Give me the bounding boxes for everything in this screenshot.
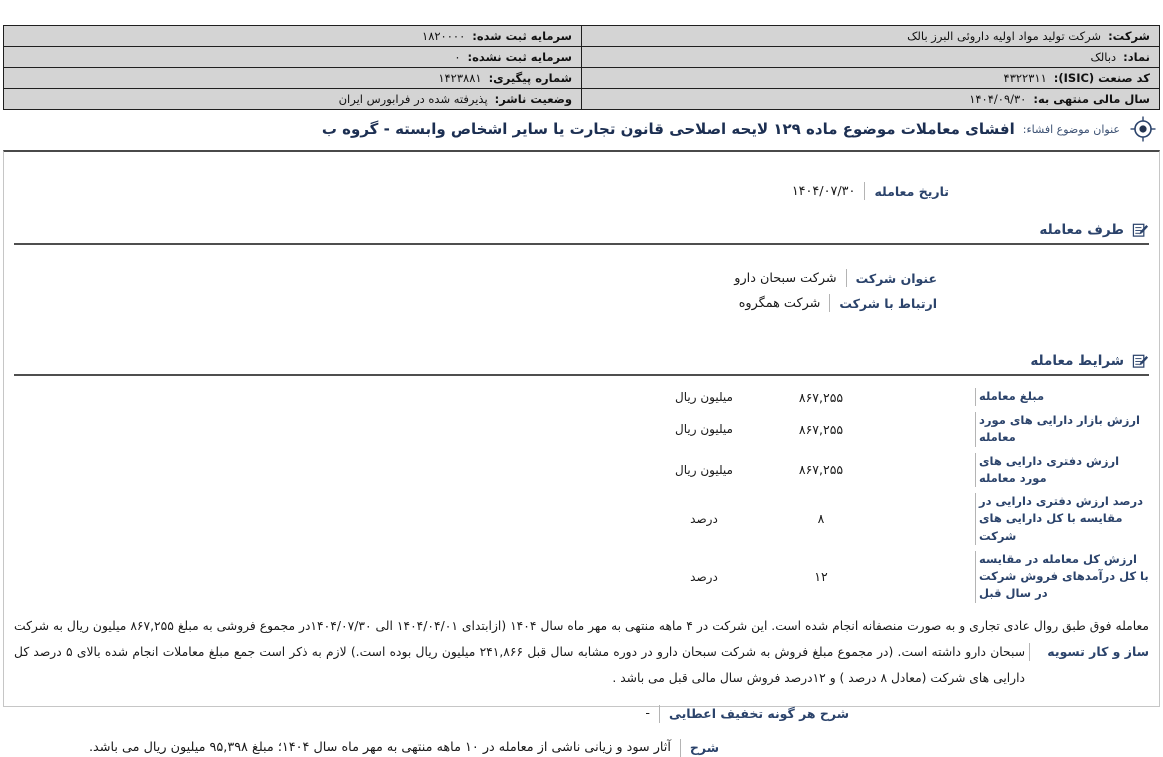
settlement-text: معامله فوق طبق روال عادی تجاری و به صورت منصفانه انجام شده است. این شرکت در ۴ ماهه منتهی به مهر ماه سال ۱۴۰۴ (ازابتدای ۱۴۰۴/۰۴/۰۱ الی ۱۴۰۴/۰۷/۳۰در مجموع فروشی به مبلغ ۸۶۷,۲۵۵ میلیون ریال به شرکت سبحان دارو داشته است. (در مجموع مبلغ فروش به شرکت سبحان دارو در دوره مشابه سال قبل ۲۴۱,۸۶۶ میلیون ریال بوده است.) لازم به ذکر است جمع مبلغ معاملات انجام شده بالای ۵ درصد کل دارایی های شرکت (معادل ۸ درصد ) و ۱۲درصد فروش سال مالی قبل می باشد . [14, 618, 1150, 685]
terms-row-label: ارزش دفتری دارایی های مورد معامله [979, 453, 1120, 485]
section-party-title: طرف معامله [1039, 221, 1124, 238]
terms-row-value: ۱۲ [814, 569, 828, 585]
field-separator [846, 269, 847, 287]
terms-row-sales-percent [14, 551, 1149, 603]
field-isic-label: کد صنعت (ISIC): [1053, 71, 1150, 85]
company-title-label: عنوان شرکت [855, 270, 937, 286]
field-tracking-number-label: شماره پیگیری: [488, 71, 572, 85]
terms-row-unit: میلیون ریال [675, 390, 733, 404]
field-unregistered-capital-value: ۰ [454, 50, 461, 64]
field-separator [659, 705, 660, 723]
company-title-value: شرکت سبحان دارو [734, 270, 837, 286]
field-registered-capital-value: ۱۸۲۰۰۰۰ [422, 29, 466, 43]
field-separator [680, 739, 681, 757]
field-company-value: شرکت تولید مواد اولیه داروئی البرز بالک [907, 29, 1102, 43]
field-registered-capital [4, 26, 582, 47]
subject-prefix-label: عنوان موضوع افشاء: [1022, 122, 1120, 136]
table-row [4, 68, 1160, 89]
discount-value: - [645, 706, 650, 721]
field-separator [1029, 643, 1030, 661]
field-separator [975, 412, 976, 447]
company-header-table [3, 25, 1160, 110]
settlement-label-block [1029, 639, 1149, 665]
target-icon [1128, 114, 1158, 144]
company-relation-value: شرکت همگروه [738, 295, 821, 311]
disclosure-form [3, 150, 1160, 755]
terms-row-value: ۸ [817, 511, 825, 527]
terms-row-label: ارزش بازار دارایی های مورد معامله [979, 413, 1140, 445]
terms-row-label: درصد ارزش دفتری دارایی در مقایسه با کل دارایی های شرکت [979, 494, 1144, 543]
terms-row-unit: درصد [690, 511, 718, 526]
section-terms-header [14, 352, 1149, 369]
field-fiscal-year-value: ۱۴۰۴/۰۹/۳۰ [969, 92, 1027, 106]
description-label: شرح [689, 740, 719, 755]
terms-row-label: ارزش کل معامله در مقایسه با کل درآمدهای فروش شرکت در سال قبل [979, 551, 1149, 601]
terms-row-label: مبلغ معامله [979, 389, 1045, 404]
field-separator [975, 493, 976, 545]
field-separator [829, 294, 830, 312]
discount-row [14, 705, 849, 723]
settlement-label: ساز و کار تسویه [1047, 644, 1149, 659]
section-rule [14, 374, 1149, 376]
section-rule [14, 243, 1149, 245]
terms-row-value: ۸۶۷,۲۵۵ [798, 389, 844, 405]
field-fiscal-year-label: سال مالی منتهی به: [1033, 92, 1150, 106]
terms-row-value: ۸۶۷,۲۵۵ [798, 421, 844, 437]
field-publisher-status-value: پذیرفته شده در فرابورس ایران [338, 92, 488, 106]
settlement-row [14, 613, 1149, 691]
field-fiscal-year [582, 89, 1160, 110]
field-separator [975, 388, 976, 406]
field-tracking-number [4, 68, 582, 89]
transaction-date-value: ۱۴۰۴/۰۷/۳۰ [791, 183, 856, 199]
transaction-date-row [14, 182, 949, 200]
field-isic [582, 68, 1160, 89]
section-party-header [14, 221, 1149, 238]
company-relation-row [14, 294, 937, 312]
terms-row-unit: میلیون ریال [675, 422, 733, 437]
section-terms-title: شرایط معامله [1030, 352, 1124, 369]
table-row [4, 47, 1160, 68]
field-separator [864, 182, 865, 200]
field-separator [975, 551, 976, 603]
terms-rows [14, 388, 1149, 603]
table-row [4, 26, 1160, 47]
field-unregistered-capital [4, 47, 582, 68]
edit-note-icon [1132, 352, 1149, 369]
description-row [14, 739, 719, 757]
field-symbol-value: دبالک [1090, 50, 1117, 64]
company-relation-label: ارتباط با شرکت [839, 295, 937, 311]
field-unregistered-capital-label: سرمایه ثبت نشده: [467, 50, 572, 64]
terms-row-book-value [14, 453, 1149, 488]
discount-label: شرح هر گونه تخفیف اعطایی [668, 706, 849, 721]
edit-note-icon [1132, 221, 1149, 238]
field-publisher-status [4, 89, 582, 110]
field-company [582, 26, 1160, 47]
field-publisher-status-label: وضعیت ناشر: [494, 92, 572, 106]
field-registered-capital-label: سرمایه ثبت شده: [472, 29, 572, 43]
terms-row-book-value-percent [14, 493, 1149, 545]
terms-row-value: ۸۶۷,۲۵۵ [798, 462, 844, 478]
field-symbol [582, 47, 1160, 68]
field-symbol-label: نماد: [1123, 50, 1150, 64]
description-value: آثار سود و زیانی ناشی از معامله در ۱۰ ماهه منتهی به مهر ماه سال ۱۴۰۴؛ مبلغ ۹۵,۳۹۸ میلیون ریال می باشد. [88, 740, 671, 755]
field-isic-value: ۴۳۲۲۳۱۱ [1003, 71, 1047, 85]
company-title-row [14, 269, 937, 287]
terms-row-amount [14, 388, 1149, 406]
field-company-label: شرکت: [1108, 29, 1150, 43]
disclosure-subject-row [5, 110, 1158, 148]
field-separator [975, 453, 976, 488]
terms-row-unit: درصد [690, 569, 718, 584]
field-tracking-number-value: ۱۴۲۳۸۸۱ [438, 71, 482, 85]
page-title: افشای معاملات موضوع ماده ۱۲۹ لایحه اصلاحی قانون تجارت یا سایر اشخاص وابسته - گروه ب [321, 120, 1015, 138]
terms-row-unit: میلیون ریال [675, 462, 733, 477]
table-row [4, 89, 1160, 110]
terms-row-market-value [14, 412, 1149, 447]
transaction-date-label: تاریخ معامله [874, 183, 949, 199]
